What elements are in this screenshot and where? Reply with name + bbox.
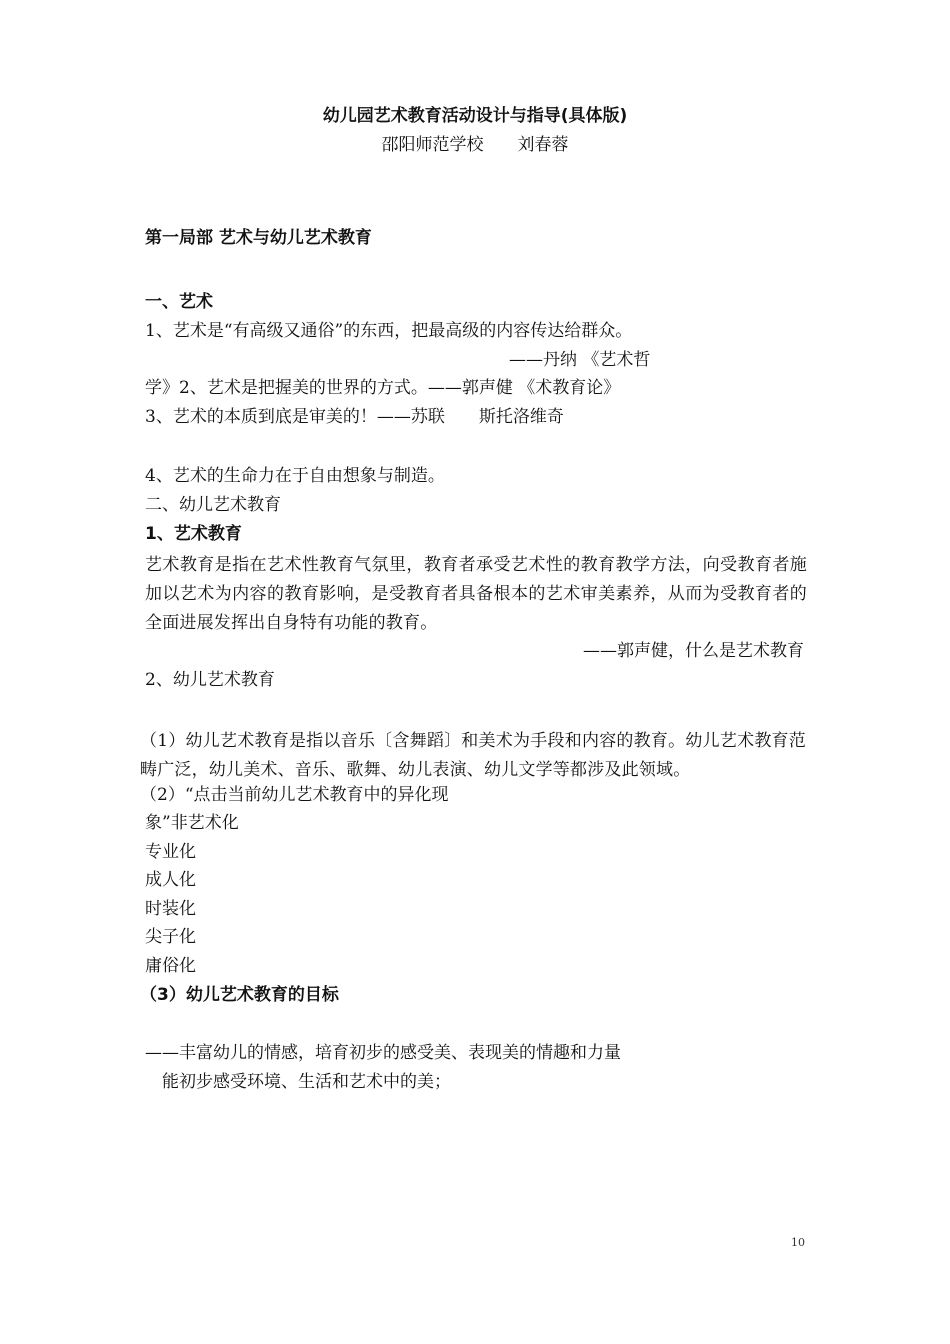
quote-line-1: 1、艺术是“有高级又通俗”的东西，把最高级的内容传达给群众。 — [145, 321, 633, 341]
subheading-art-education: 1、艺术教育 — [145, 524, 242, 544]
document-title: 幼儿园艺术教育活动设计与指导(具体版) — [322, 106, 628, 126]
author-byline: 邵阳师范学校 刘春蓉 — [381, 135, 569, 155]
point-2-line-1: （2）“点击当前幼儿艺术教育中的异化现 — [140, 785, 449, 805]
section-heading-child-art: 二、幼儿艺术教育 — [145, 495, 281, 515]
quote-line-2: 学》2、艺术是把握美的世界的方式。——郭声健 《术教育论》 — [145, 378, 621, 398]
definition-attribution: ——郭声健，什么是艺术教育 — [583, 641, 804, 661]
goal-item: 能初步感受环境、生活和艺术中的美； — [162, 1072, 451, 1092]
list-item: 专业化 — [145, 842, 196, 862]
definition-paragraph: 艺术教育是指在艺术性教育气氛里，教育者承受艺术性的教育教学方法，向受教育者施加以艺术为内容的教育影响，是受教育者具备根本的艺术审美素养，从而为受教育者的全面进展发挥出自身特有功能的教育。 — [145, 555, 807, 633]
point-2-line-2: 象”非艺术化 — [145, 813, 239, 833]
quote-attribution-1: ——丹纳 《艺术哲 — [509, 350, 651, 370]
list-item: 时装化 — [145, 899, 196, 919]
item-4: 4、艺术的生命力在于自由想象与制造。 — [145, 466, 445, 486]
goal-statement: ——丰富幼儿的情感，培育初步的感受美、表现美的情趣和力量 — [145, 1043, 621, 1063]
page-number: 10 — [791, 1236, 805, 1249]
point-1-paragraph: （1）幼儿艺术教育是指以音乐〔含舞蹈〕和美术为手段和内容的教育。幼儿艺术教育范畴广泛，幼儿美术、音乐、歌舞、幼儿表演、幼儿文学等都涉及此领域。 — [140, 731, 806, 780]
quote-line-3: 3、艺术的本质到底是审美的！——苏联 斯托洛维奇 — [145, 407, 564, 427]
list-item: 尖子化 — [145, 927, 196, 947]
subheading-child-art-education: 2、幼儿艺术教育 — [145, 670, 275, 690]
list-item: 成人化 — [145, 870, 196, 890]
point-3-heading: （3）幼儿艺术教育的目标 — [140, 985, 339, 1005]
section-heading-art: 一、艺术 — [145, 292, 213, 312]
part-heading: 第一局部 艺术与幼儿艺术教育 — [145, 228, 372, 248]
list-item: 庸俗化 — [145, 956, 196, 976]
